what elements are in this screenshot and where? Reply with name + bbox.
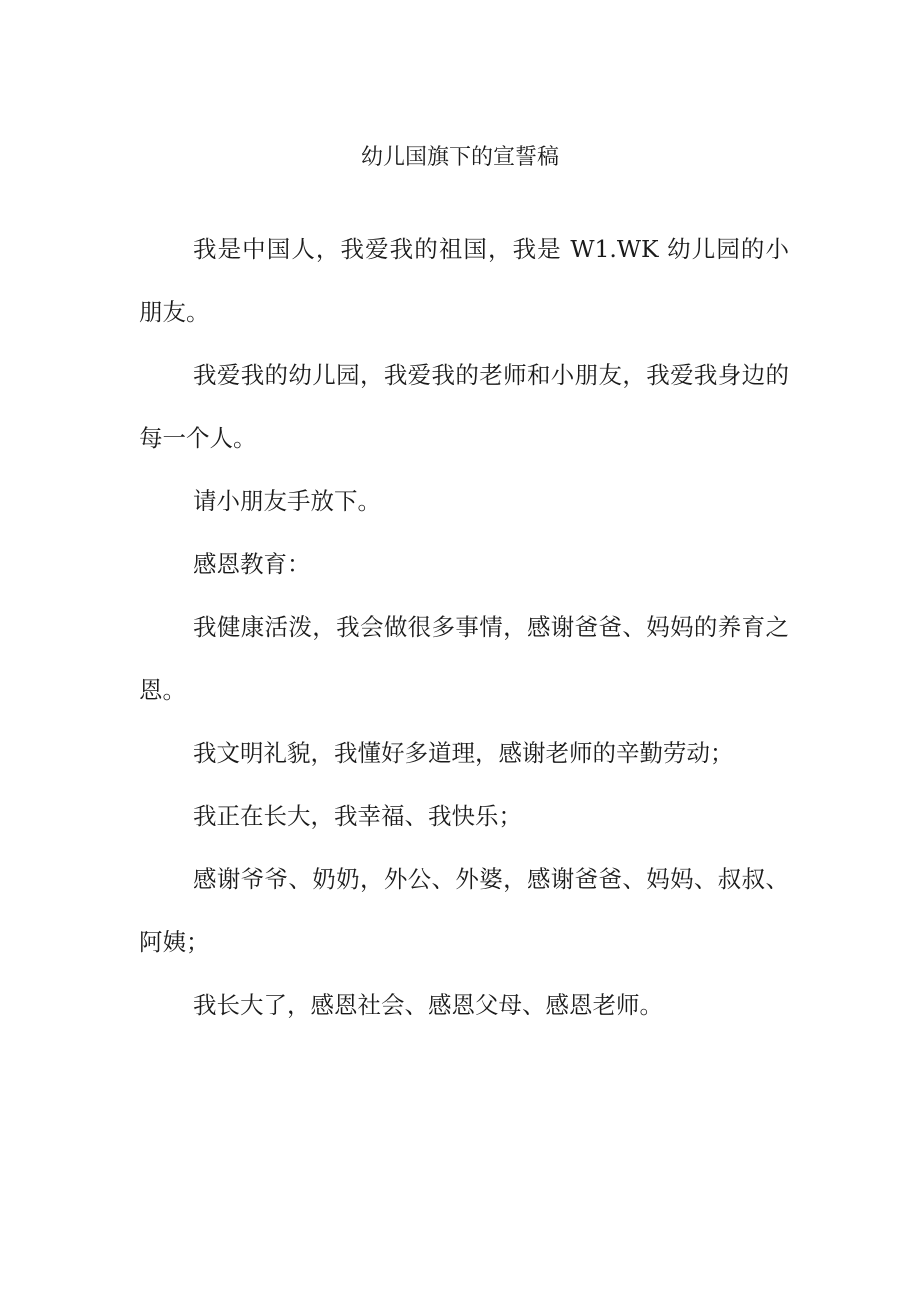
paragraph-4: 感恩教育： [193,550,311,578]
paragraph-3: 请小朋友手放下。 [193,487,381,515]
paragraph-2: 我爱我的幼儿园，我爱我的老师和小朋友，我爱我身边的每一个人。 [139,361,789,452]
document-body [139,218,789,1037]
paragraph-9: 我长大了，感恩社会、感恩父母、感恩老师。 [193,991,663,1019]
paragraph-7: 我正在长大，我幸福、我快乐； [193,802,522,830]
paragraph-1: 我是中国人，我爱我的祖国，我是 W1.WK 幼儿园的小朋友。 [139,235,789,326]
paragraph-6: 我文明礼貌，我懂好多道理，感谢老师的辛勤劳动； [193,739,734,767]
paragraph-8: 感谢爷爷、奶奶，外公、外婆，感谢爸爸、妈妈、叔叔、阿姨； [139,865,789,956]
document-title: 幼儿国旗下的宣誓稿 [360,145,559,170]
paragraph-5: 我健康活泼，我会做很多事情，感谢爸爸、妈妈的养育之恩。 [139,613,789,704]
